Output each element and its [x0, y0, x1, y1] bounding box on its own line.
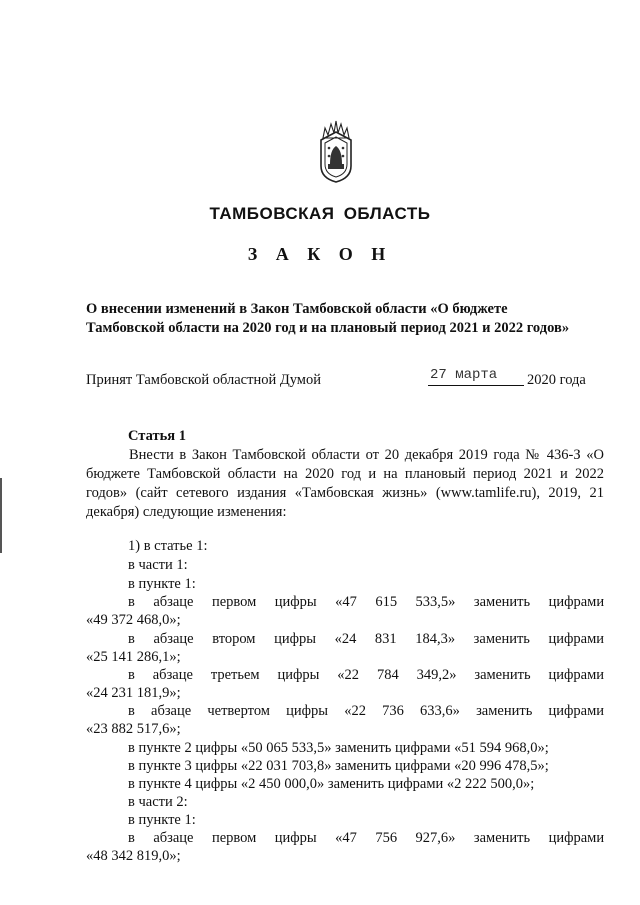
paragraph-1-change [128, 594, 604, 611]
point-4-change: в пункте 4 цифры «2 450 000,0» заменить цифрами «2 222 500,0»; [128, 776, 535, 792]
document-type-heading: З А К О Н [247, 244, 393, 264]
point-1b-line: в пункте 1: [128, 812, 196, 828]
justified-word: цифрами [548, 631, 605, 647]
justified-word: абзаце [153, 594, 194, 610]
justified-word: заменить [476, 703, 533, 719]
justified-word: в [128, 594, 135, 610]
law-title-line-2: Тамбовской области на 2020 год и на плановый период 2021 и 2022 годов» [86, 320, 570, 336]
justified-word: втором [212, 631, 256, 647]
paragraph-1-value: «49 372 468,0»; [86, 612, 181, 628]
justified-word: в [128, 631, 135, 647]
justified-word: «47 [335, 830, 357, 846]
item-1-line: 1) в статье 1: [128, 538, 208, 554]
justified-word: 184,3» [415, 631, 456, 647]
justified-word: абзаце [153, 631, 194, 647]
adoption-date-day: 27 марта [430, 367, 498, 383]
justified-word: цифрами [548, 830, 605, 846]
justified-word: 615 [375, 594, 398, 610]
adopted-by-text: Принят Тамбовской областной Думой [86, 372, 321, 388]
paragraph-4-change [128, 703, 604, 720]
justified-word: 633,6» [420, 703, 460, 719]
justified-word: заменить [474, 667, 531, 683]
article-intro-paragraph: Внести в Закон Тамбовской области от 20 декабря 2019 года № 436-З «О бюджете Тамбовской области на 2020 год и на плановый период 2021 и 2022 годов» (сайт сетевого издания «Тамбовская жизнь» (www.tamlife.ru), 2019, 21 декабря) следующие изменения: [86, 447, 604, 520]
justified-word: 756 [375, 830, 398, 846]
justified-word: «47 [335, 594, 357, 610]
point-2-change: в пункте 2 цифры «50 065 533,5» заменить цифрами «51 594 968,0»; [128, 740, 549, 756]
justified-word: заменить [473, 631, 530, 647]
law-title [86, 300, 606, 338]
justified-word: в [128, 667, 135, 683]
justified-word: 349,2» [416, 667, 457, 683]
justified-word: абзаце [152, 667, 193, 683]
justified-word: 533,5» [415, 594, 456, 610]
justified-word: цифры [277, 667, 320, 683]
justified-word: в [128, 703, 135, 719]
date-underline [428, 385, 524, 386]
justified-word: абзаце [153, 830, 194, 846]
justified-word: в [128, 830, 135, 846]
justified-word: цифрами [548, 703, 605, 719]
justified-word: цифры [286, 703, 329, 719]
scan-margin-mark [0, 478, 2, 553]
paragraph-2-value: «25 141 286,1»; [86, 649, 181, 665]
justified-word: цифры [274, 594, 317, 610]
justified-word: заменить [473, 830, 531, 846]
coat-of-arms-emblem [313, 118, 359, 184]
article-heading: Статья 1 [128, 428, 186, 444]
justified-word: цифрами [548, 594, 605, 610]
adoption-date-year: 2020 года [527, 372, 586, 388]
justified-word: цифрами [548, 667, 605, 683]
paragraph-3-change [128, 667, 604, 684]
justified-word: первом [211, 594, 257, 610]
paragraph-1b-change [128, 830, 604, 847]
justified-word: «22 [337, 667, 360, 683]
justified-word: 784 [376, 667, 399, 683]
point-1-line: в пункте 1: [128, 576, 196, 592]
justified-word: первом [211, 830, 257, 846]
justified-word: цифры [274, 631, 316, 647]
justified-word: 927,6» [415, 830, 456, 846]
paragraph-1b-value: «48 342 819,0»; [86, 848, 181, 864]
justified-word: 736 [382, 703, 404, 719]
part-2-line: в части 2: [128, 794, 188, 810]
justified-word: заменить [473, 594, 531, 610]
paragraph-4-value: «23 882 517,6»; [86, 721, 181, 737]
paragraph-2-change [128, 631, 604, 648]
part-1-line: в части 1: [128, 557, 188, 573]
justified-word: «24 [334, 631, 357, 647]
justified-word: четвертом [207, 703, 270, 719]
point-3-change: в пункте 3 цифры «22 031 703,8» заменить цифрами «20 996 478,5»; [128, 758, 549, 774]
justified-word: цифры [274, 830, 317, 846]
law-title-line-1: О внесении изменений в Закон Тамбовской области «О бюджете [86, 301, 508, 317]
justified-word: третьем [210, 667, 260, 683]
justified-word: абзаце [151, 703, 192, 719]
region-heading: ТАМБОВСКАЯ ОБЛАСТЬ [209, 204, 431, 223]
justified-word: «22 [344, 703, 366, 719]
justified-word: 831 [374, 631, 397, 647]
paragraph-3-value: «24 231 181,9»; [86, 685, 181, 701]
